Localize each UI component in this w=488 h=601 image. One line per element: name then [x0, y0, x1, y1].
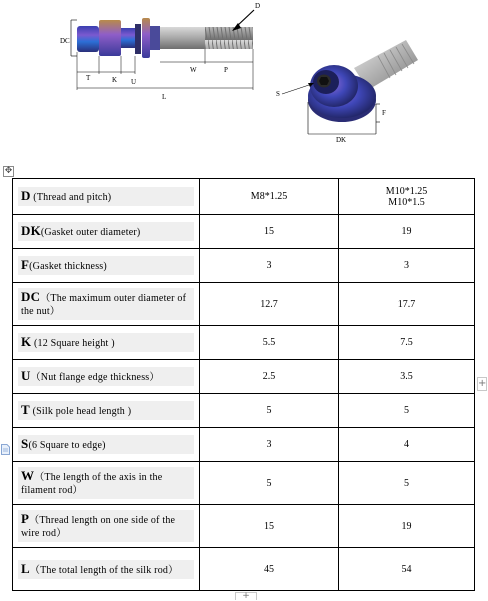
value-m10-cell[interactable] — [339, 428, 475, 462]
param-cell[interactable] — [13, 505, 200, 548]
param-cell[interactable] — [13, 283, 200, 326]
dim-label-L: L — [162, 93, 167, 101]
param-cell[interactable] — [13, 462, 200, 505]
document-icon — [1, 444, 10, 455]
value-m10-cell[interactable] — [339, 462, 475, 505]
dim-label-F: F — [382, 109, 386, 117]
value-m10-cell[interactable] — [339, 548, 475, 591]
param-description: (Thread and pitch) — [30, 192, 112, 203]
param-code: W — [21, 468, 35, 483]
param-code: F — [21, 257, 30, 272]
value-m10-line: 54 — [401, 563, 412, 575]
value-m10-line: 4 — [404, 439, 409, 450]
value-m8-cell[interactable]: 5 — [200, 462, 339, 505]
param-cell[interactable] — [13, 179, 200, 215]
value-m10-cell[interactable] — [339, 326, 475, 360]
param-cell[interactable] — [13, 428, 200, 462]
bolt-head — [77, 26, 99, 52]
param-code: T — [21, 402, 30, 417]
param-code: S — [21, 436, 29, 451]
param-cell[interactable] — [13, 394, 200, 428]
value-m10-cell[interactable] — [339, 249, 475, 283]
param-cell[interactable] — [13, 326, 200, 360]
bolt-square-section — [99, 20, 121, 56]
table-row — [13, 326, 475, 360]
param-code: K — [21, 334, 32, 349]
value-m10-line: 5 — [404, 477, 409, 489]
param-cell[interactable] — [13, 215, 200, 249]
table-row — [13, 360, 475, 394]
dim-label-P: P — [224, 66, 228, 74]
bolt-shank — [160, 27, 205, 49]
param-code: DK — [21, 223, 41, 238]
value-m10-line: 17.7 — [397, 298, 416, 310]
bolt-perspective-diagram — [276, 38, 426, 148]
value-m10-line: 19 — [401, 520, 412, 532]
value-m8-cell[interactable]: 15 — [200, 215, 339, 249]
dim-label-T: T — [86, 74, 91, 82]
table-move-handle-icon[interactable]: ✥ — [4, 166, 13, 176]
value-m10-line: 19 — [401, 226, 412, 237]
table-row — [13, 249, 475, 283]
param-description: （The length of the axis in the filament rod） — [21, 472, 163, 496]
dim-label-K: K — [112, 76, 118, 84]
value-m8-cell[interactable]: 2.5 — [200, 360, 339, 394]
value-m10-cell[interactable] — [339, 179, 475, 215]
value-m10-line: 3 — [404, 260, 409, 271]
param-code: D — [21, 188, 31, 203]
add-row-icon[interactable]: + — [235, 592, 257, 600]
table-row — [13, 394, 475, 428]
value-m10-line: M10*1.25 — [385, 185, 428, 197]
table-row — [13, 179, 475, 215]
dim-label-DK: DK — [336, 136, 347, 144]
param-code: P — [21, 511, 30, 526]
dim-label-W: W — [190, 66, 197, 74]
dim-label-S: S — [276, 90, 280, 98]
value-m10-line: M10*1.5 — [388, 196, 425, 208]
param-description: (12 Square height ) — [31, 338, 115, 349]
value-m8-cell[interactable]: 12.7 — [200, 283, 339, 326]
value-m8-cell[interactable]: 3 — [200, 428, 339, 462]
value-m8-cell[interactable]: 15 — [200, 505, 339, 548]
value-m10-cell[interactable] — [339, 283, 475, 326]
param-description: （The maximum outer diameter of the nut） — [21, 293, 187, 317]
table-row — [13, 428, 475, 462]
table-row — [13, 548, 475, 591]
param-description: (Gasket outer diameter) — [40, 227, 141, 238]
value-m8-cell[interactable]: M8*1.25 — [200, 179, 339, 215]
param-description: （Thread length on one side of the wire rod） — [21, 515, 176, 539]
table-row — [13, 462, 475, 505]
value-m8-cell[interactable]: 5.5 — [200, 326, 339, 360]
value-m8-cell[interactable]: 5 — [200, 394, 339, 428]
param-description: (Silk pole head length ) — [29, 406, 132, 417]
param-description: （Nut flange edge thickness） — [30, 372, 160, 383]
table-row — [13, 215, 475, 249]
param-code: L — [21, 560, 30, 576]
param-cell[interactable] — [13, 249, 200, 283]
washer — [135, 24, 141, 54]
dim-label-D: D — [255, 2, 261, 10]
value-m10-line: 5 — [404, 405, 409, 416]
param-description: (Gasket thickness) — [29, 261, 107, 272]
washer — [142, 18, 150, 58]
value-m10-cell[interactable] — [339, 360, 475, 394]
param-description: （The total length of the silk rod） — [29, 564, 179, 576]
value-m8-cell[interactable]: 45 — [200, 548, 339, 591]
add-column-icon[interactable]: + — [478, 378, 487, 389]
bolt-side-view-diagram — [60, 0, 260, 100]
table-row — [13, 505, 475, 548]
value-m10-line: 7.5 — [400, 337, 413, 348]
param-cell[interactable] — [13, 548, 200, 591]
value-m10-cell[interactable] — [339, 215, 475, 249]
table-row — [13, 283, 475, 326]
spec-table — [12, 178, 475, 591]
value-m10-line: 3.5 — [400, 371, 413, 382]
value-m8-cell[interactable]: 3 — [200, 249, 339, 283]
value-m10-cell[interactable] — [339, 505, 475, 548]
param-code: U — [21, 368, 31, 383]
param-cell[interactable] — [13, 360, 200, 394]
dim-label-U: U — [131, 78, 137, 86]
param-description: (6 Square to edge) — [28, 440, 106, 451]
bolt-thread — [205, 27, 253, 49]
dim-label-DC: DC — [60, 37, 70, 45]
value-m10-cell[interactable] — [339, 394, 475, 428]
param-code: DC — [21, 289, 41, 304]
